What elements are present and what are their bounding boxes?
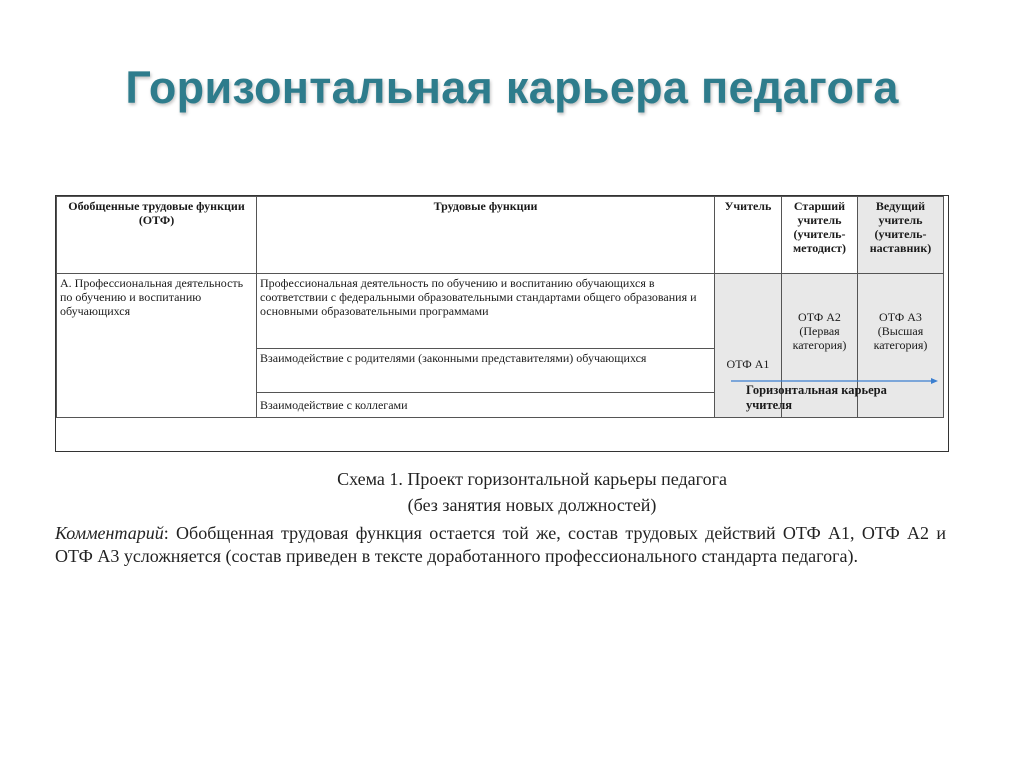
comment-text: : Обобщенная трудовая функция остается той же, состав трудовых действий ОТФ А1, ОТФ А2 и ОТФ А3 усложняется (состав приведен в тексте доработанного профессионального стандарта педагога). [55,523,946,566]
career-table-frame [55,195,949,452]
header-senior-teacher: Старший учитель (учитель-методист) [782,197,858,274]
caption-line-1: Схема 1. Проект горизонтальной карьеры педагога [337,469,727,489]
arrow-label: Горизонтальная карьера учителя [746,383,887,412]
slide-title: Горизонтальная карьера педагога [125,62,899,113]
otf-name-cell: А. Профессиональная деятельность по обучению и воспитанию обучающихся [57,274,257,418]
level-a3-cell: ОТФ А3 (Высшая категория) [858,274,944,418]
function-cell: Взаимодействие с родителями (законными представителями) обучающихся [257,349,715,393]
caption-line-2: (без занятия новых должностей) [407,495,657,515]
header-otf: Обобщенные трудовые функции (ОТФ) [57,197,257,274]
header-tf: Трудовые функции [257,197,715,274]
function-cell: Профессиональная деятельность по обучению и воспитанию обучающихся в соответствии с федеральными образовательными стандартами общего образования и основными образовательными программами [257,274,715,349]
header-lead-teacher: Ведущий учитель (учитель-наставник) [858,197,944,274]
arrow-head-icon [931,378,938,384]
comment-paragraph [55,522,946,568]
header-teacher: Учитель [715,197,782,274]
table-row [57,274,944,349]
level-a2-cell: ОТФ А2 (Первая категория) [782,274,858,418]
function-cell: Взаимодействие с коллегами [257,393,715,418]
table-header-row [57,197,944,274]
level-a1-cell: ОТФ А1 [715,274,782,418]
comment-label: Комментарий [55,523,164,543]
